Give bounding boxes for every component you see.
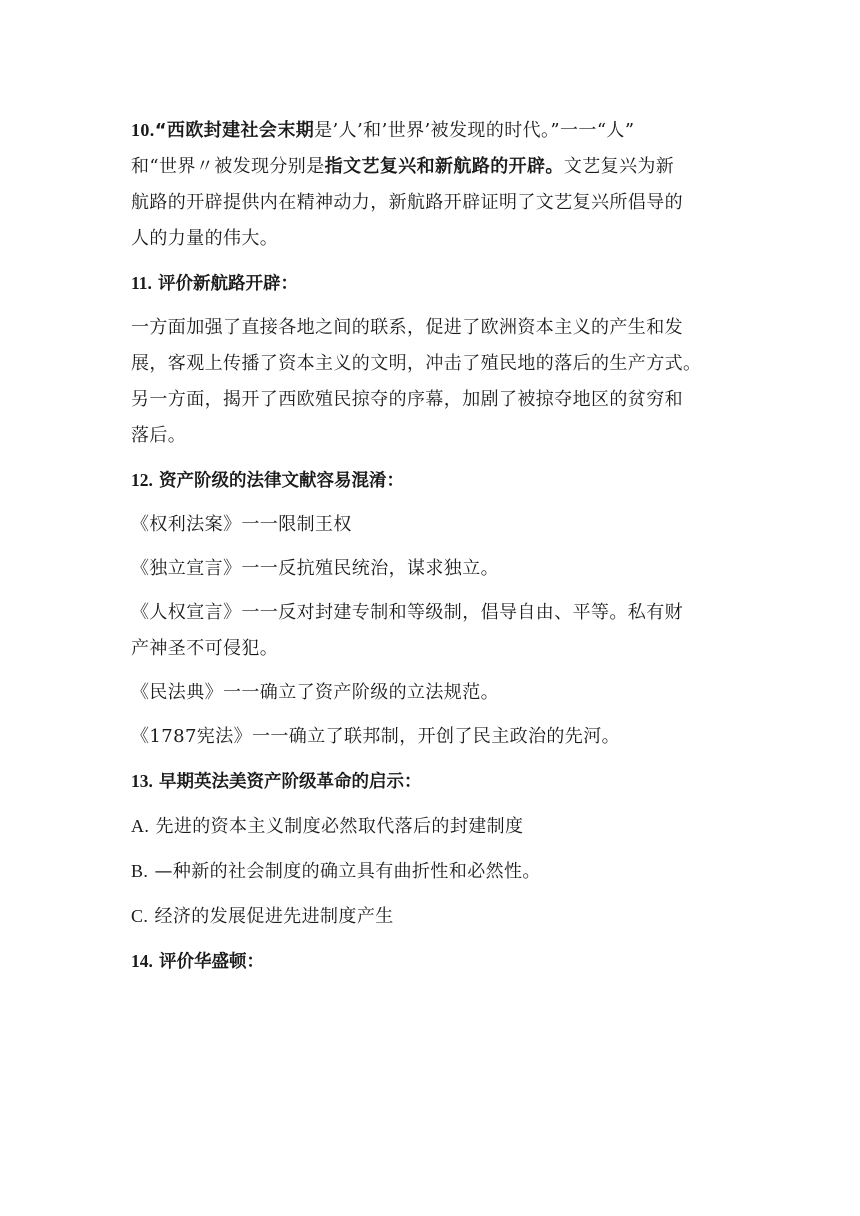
section-12-title: 资产阶级的法律文献容易混淆： xyxy=(158,471,404,491)
section-11-line-3: 另一方面，揭开了西欧殖民掠夺的序幕，加剧了被掠夺地区的贫穷和 xyxy=(131,389,683,410)
section-11-title: 评价新航路开辟： xyxy=(158,274,299,294)
section-13-heading xyxy=(131,763,731,800)
section-10-line-1-rest: 是’人’和’世界’被发现的时代。”一一“人” xyxy=(314,120,635,141)
section-10-number: 10. xyxy=(131,120,155,140)
section-10-bold-intro: “西欧封建社会末期 xyxy=(154,120,315,141)
section-10-line-2-bold: 指文艺复兴和新航路的开辟。 xyxy=(324,156,564,177)
section-10 xyxy=(131,112,731,257)
section-13-title: 早期英法美资产阶级革命的启示： xyxy=(158,772,422,792)
section-10-line-1 xyxy=(131,112,731,149)
section-11-line-1: 一方面加强了直接各地之间的联系，促进了欧洲资本主义的产生和发 xyxy=(131,317,683,338)
section-12-item-3 xyxy=(131,595,731,667)
section-12-item-5: 《1787宪法》一一确立了联邦制，开创了民主政治的先河。 xyxy=(131,726,621,747)
section-14-number: 14. xyxy=(131,951,153,971)
section-10-line-4: 人的力量的伟大。 xyxy=(131,228,279,249)
section-12-number: 12. xyxy=(131,470,153,490)
section-13-number: 13. xyxy=(131,771,153,791)
section-10-line-2-rest: 文艺复兴为新 xyxy=(563,156,675,177)
section-12-item-3-line-1: 《人权宣言》一一反对封建专制和等级制，倡导自由、平等。私有财 xyxy=(131,602,683,623)
section-12-item-3-line-2: 产神圣不可侵犯。 xyxy=(131,638,279,659)
section-13-item-c-letter: C. xyxy=(131,906,149,926)
section-11-heading xyxy=(131,265,731,302)
section-13-item-a xyxy=(131,808,731,845)
document-page xyxy=(131,112,731,988)
section-12-item-4: 《民法典》一一确立了资产阶级的立法规范。 xyxy=(131,682,499,703)
section-13-item-c xyxy=(131,898,731,935)
section-11-body xyxy=(131,310,731,454)
section-13-item-a-letter: A. xyxy=(131,816,150,836)
section-13-item-b-text: —种新的社会制度的确立具有曲折性和必然性。 xyxy=(154,861,541,882)
section-13-item-c-text: 经济的发展促进先进制度产生 xyxy=(154,906,394,927)
section-13-item-a-text: 先进的资本主义制度必然取代落后的封建制度 xyxy=(155,816,524,837)
section-11-line-2: 展，客观上传播了资本主义的文明，冲击了殖民地的落后的生产方式。 xyxy=(131,353,702,374)
section-13-item-b xyxy=(131,853,731,890)
section-10-line-2 xyxy=(131,149,731,185)
section-10-line-3: 航路的开辟提供内在精神动力，新航路开辟证明了文艺复兴所倡导的 xyxy=(131,192,683,213)
section-14-title: 评价华盛顿： xyxy=(158,952,264,972)
section-12-item-1: 《权利法案》一一限制王权 xyxy=(131,514,352,535)
section-12-heading xyxy=(131,462,731,499)
section-11-line-4: 落后。 xyxy=(131,425,187,446)
section-11-number: 11. xyxy=(131,273,152,293)
section-13-item-b-letter: B. xyxy=(131,861,149,881)
section-14-heading xyxy=(131,943,731,980)
section-12-item-2: 《独立宣言》一一反抗殖民统治，谋求独立。 xyxy=(131,558,499,579)
section-10-line-2-start: 和“世界〃被发现分别是 xyxy=(131,156,325,177)
